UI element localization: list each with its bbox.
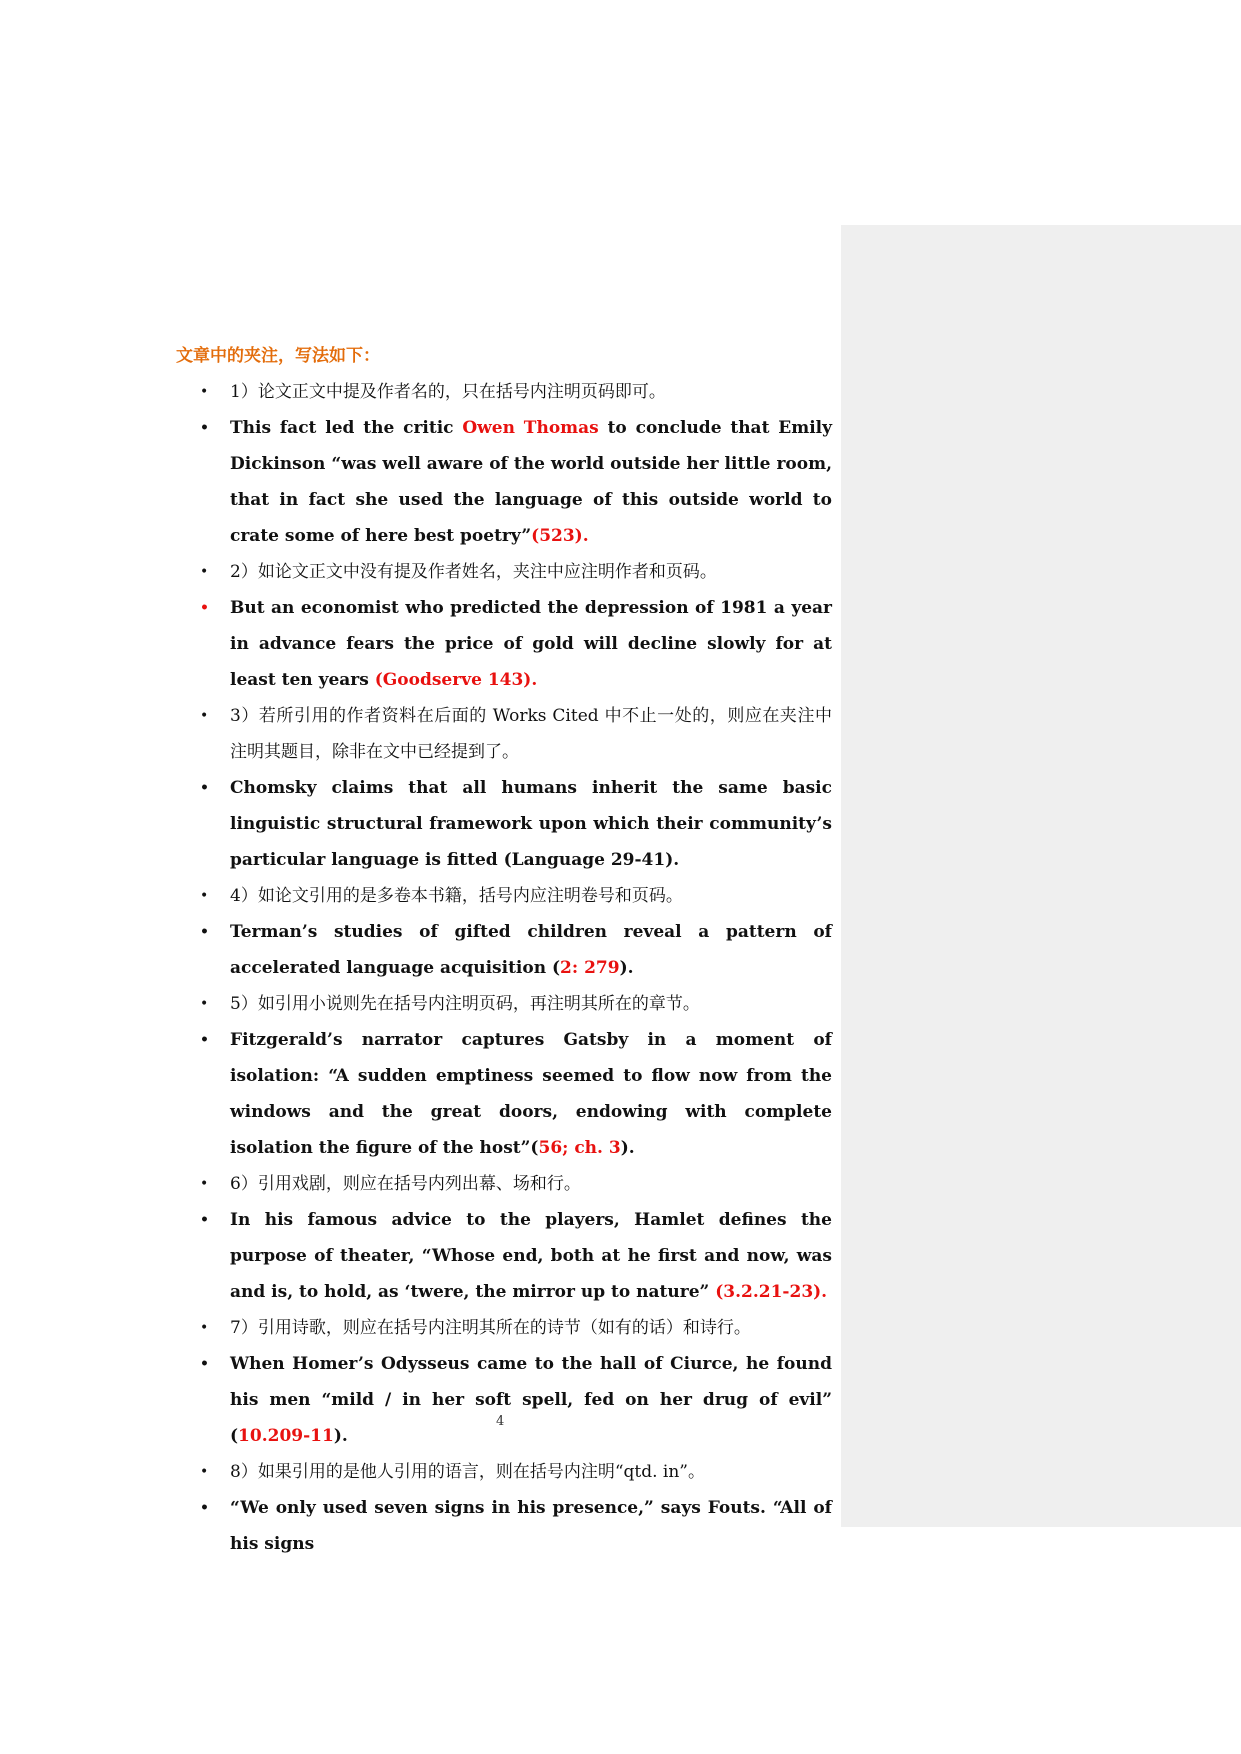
list-item: • 6）引用戏剧，则应在括号内列出幕、场和行。 xyxy=(176,1166,832,1202)
list-item: • This fact led the critic Owen Thomas to conclude that Emily Dickinson “was well aware of the world outside her little room, that in fact she used the language of this outside world to crate some of here best poetry”(523). xyxy=(176,410,832,554)
bullet-icon: • xyxy=(200,1032,209,1048)
bullet-icon: • xyxy=(200,888,209,904)
citation: (Goodserve 143). xyxy=(374,670,538,690)
list-item: • But an economist who predicted the depression of 1981 a year in advance fears the price of gold will decline slowly for at least ten years (Goodserve 143). xyxy=(176,590,832,698)
bullet-icon: • xyxy=(200,1320,209,1336)
page-content xyxy=(176,338,832,1562)
citation: 10.209-11 xyxy=(238,1426,334,1446)
section-heading: 文章中的夹注，写法如下： xyxy=(176,346,380,366)
bullet-icon: • xyxy=(200,420,209,436)
list-item: • 3）若所引用的作者资料在后面的 Works Cited 中不止一处的，则应在夹注中注明其题目，除非在文中已经提到了。 xyxy=(176,698,832,770)
citation: 2: 279 xyxy=(560,958,620,978)
list-item: • 2）如论文正文中没有提及作者姓名，夹注中应注明作者和页码。 xyxy=(176,554,832,590)
bullet-icon: • xyxy=(200,996,209,1012)
bullet-icon: • xyxy=(200,1500,209,1516)
bullet-icon: • xyxy=(200,924,209,940)
bullet-icon: • xyxy=(200,384,209,400)
author-name: Owen Thomas xyxy=(462,418,599,438)
citation: 56; ch. 3 xyxy=(538,1138,621,1158)
list-item: • 5）如引用小说则先在括号内注明页码，再注明其所在的章节。 xyxy=(176,986,832,1022)
list-item: • Terman’s studies of gifted children reveal a pattern of accelerated language acquisition (2: 279). xyxy=(176,914,832,986)
list-item: • 1）论文正文中提及作者名的，只在括号内注明页码即可。 xyxy=(176,374,832,410)
bullet-icon: • xyxy=(200,564,209,580)
page-number: 4 xyxy=(496,1414,505,1429)
bullet-icon: • xyxy=(200,708,209,724)
list-item: • 4）如论文引用的是多卷本书籍，括号内应注明卷号和页码。 xyxy=(176,878,832,914)
citation-rules-list xyxy=(176,374,832,1562)
list-item: • In his famous advice to the players, Hamlet defines the purpose of theater, “Whose end, both at he first and now, was and is, to hold, as ‘twere, the mirror up to nature” (3.2.21-23). xyxy=(176,1202,832,1310)
citation: (3.2.21-23). xyxy=(715,1282,828,1302)
list-item: • “We only used seven signs in his presence,” says Fouts. “All of his signs xyxy=(176,1490,832,1562)
list-item: • Chomsky claims that all humans inherit the same basic linguistic structural framework upon which their community’s particular language is fitted (Language 29-41). xyxy=(176,770,832,878)
bullet-icon: • xyxy=(200,1212,209,1228)
bullet-icon: • xyxy=(200,1356,209,1372)
list-item: • Fitzgerald’s narrator captures Gatsby in a moment of isolation: “A sudden emptiness seemed to flow now from the windows and the great doors, endowing with complete isolation the figure of the host”(56; ch. 3). xyxy=(176,1022,832,1166)
comment-margin-panel xyxy=(841,225,1241,1527)
bullet-icon: • xyxy=(200,600,209,616)
citation: (523) xyxy=(531,526,583,546)
list-item: • When Homer’s Odysseus came to the hall of Ciurce, he found his men “mild / in her soft spell, fed on her drug of evil” (10.209-11). xyxy=(176,1346,832,1454)
list-item: • 7）引用诗歌，则应在括号内注明其所在的诗节（如有的话）和诗行。 xyxy=(176,1310,832,1346)
bullet-icon: • xyxy=(200,780,209,796)
bullet-icon: • xyxy=(200,1464,209,1480)
bullet-icon: • xyxy=(200,1176,209,1192)
list-item: • 8）如果引用的是他人引用的语言，则在括号内注明“qtd. in”。 xyxy=(176,1454,832,1490)
